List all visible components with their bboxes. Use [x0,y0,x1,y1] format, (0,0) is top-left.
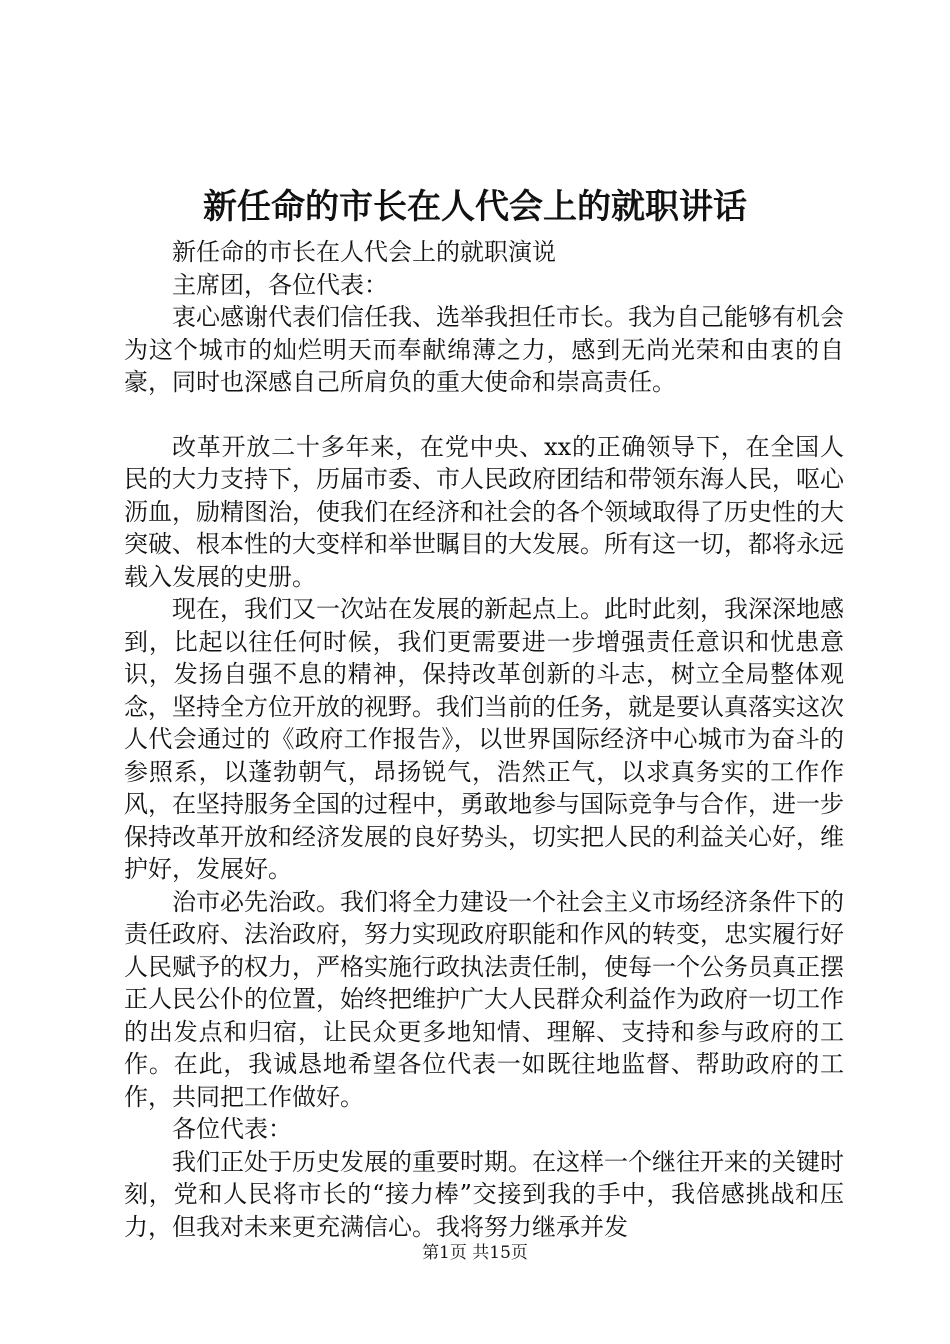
body-paragraph: 现在，我们又一次站在发展的新起点上。此时此刻，我深深地感到，比起以往任何时候，我们更需要进一步增强责任意识和忧患意识，发扬自强不息的精神，保持改革创新的斗志，树立全局整体观念，坚持全方位开放的视野。我们当前的任务，就是要认真落实这次人代会通过的《政府工作报告》，以世界国际经济中心城市为奋斗的参照系，以蓬勃朝气，昂扬锐气，浩然正气，以求真务实的工作作风，在坚持服务全国的过程中，勇敢地参与国际竞争与合作，进一步保持改革开放和经济发展的良好势头，切实把人民的利益关心好，维护好，发展好。 [124,595,844,883]
salutation-paragraph: 主席团，各位代表： [172,270,388,299]
page-number-footer: 第1页 共15页 [422,1243,528,1263]
document-title: 新任命的市长在人代会上的就职讲话 [203,187,747,227]
body-paragraph: 治市必先治政。我们将全力建设一个社会主义市场经济条件下的责任政府、法治政府，努力实现政府职能和作风的转变，忠实履行好人民赋予的权力，严格实施行政执法责任制，使每一个公务员真正摆正人民公仆的位置，始终把维护广大人民群众利益作为政府一切工作的出发点和归宿，让民众更多地知情、理解、支持和参与政府的工作。在此，我诚恳地希望各位代表一如既往地监督、帮助政府的工作，共同把工作做好。 [124,887,844,1111]
document-body [124,236,844,1243]
body-paragraph: 衷心感谢代表们信任我、选举我担任市长。我为自己能够有机会为这个城市的灿烂明天而奉献绵薄之力，感到无尚光荣和由衷的自豪，同时也深感自己所肩负的重大使命和崇高责任。 [124,303,844,396]
body-paragraph: 改革开放二十多年来，在党中央、xx的正确领导下，在全国人民的大力支持下，历届市委、市人民政府团结和带领东海人民，呕心沥血，励精图治，使我们在经济和社会的各个领域取得了历史性的大突破、根本性的大变样和举世瞩目的大发展。所有这一切，都将永远载入发展的史册。 [124,432,844,591]
salutation-paragraph: 各位代表： [172,1115,292,1143]
body-paragraph: 我们正处于历史发展的重要时期。在这样一个继往开来的关键时刻，党和人民将市长的“接力棒”交接到我的手中，我倍感挑战和压力，但我对未来更充满信心。我将努力继承并发 [124,1147,844,1241]
subtitle-paragraph: 新任命的市长在人代会上的就职演说 [172,238,556,266]
